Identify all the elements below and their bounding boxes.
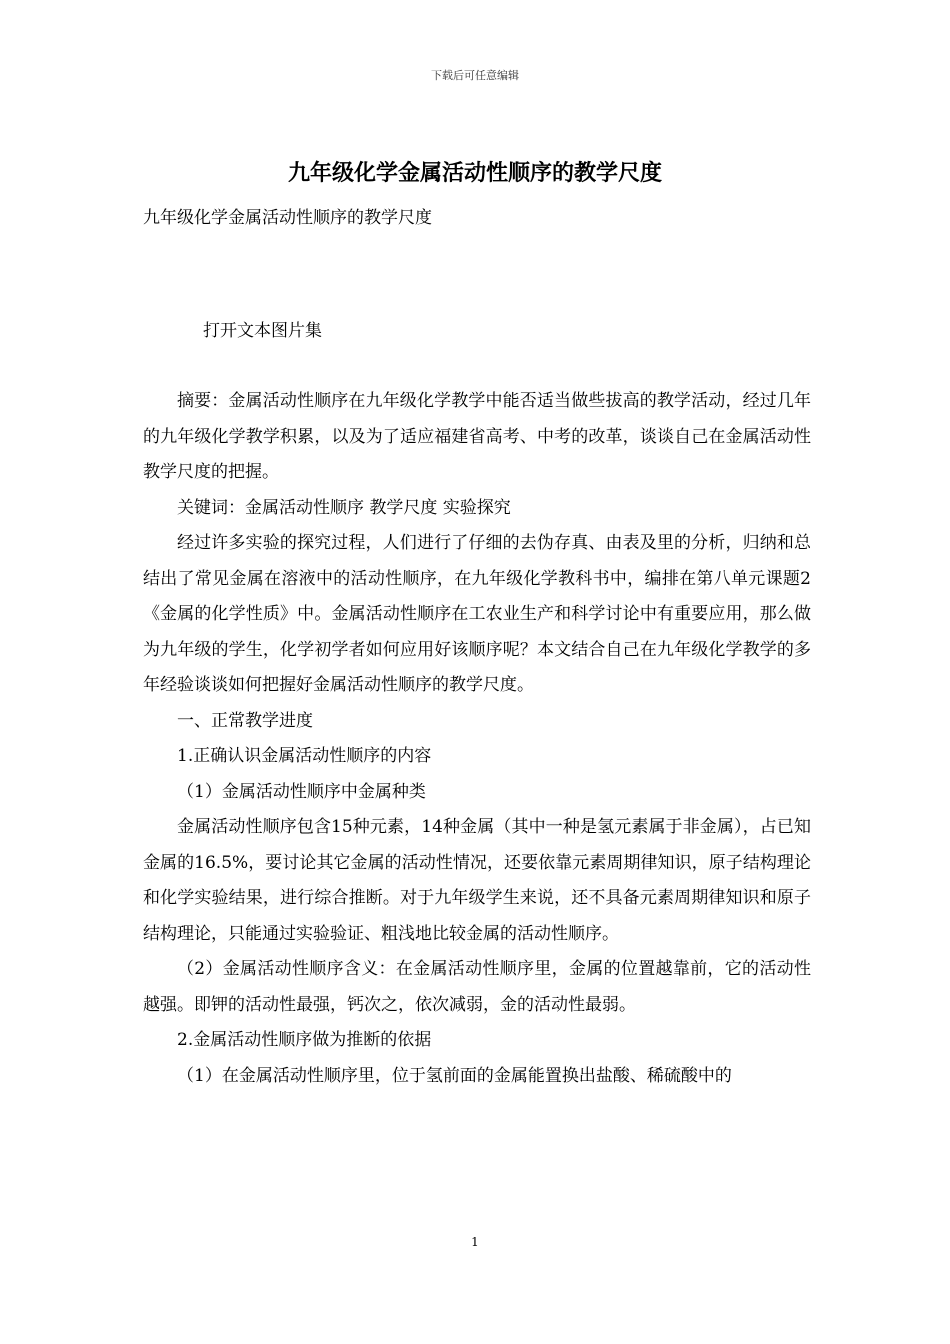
- abstract-paragraph: 摘要：金属活动性顺序在九年级化学教学中能否适当做些拔高的教学活动，经过几年的九年级化学教学积累，以及为了适应福建省高考、中考的改革，谈谈自己在金属活动性教学尺度的把握。: [143, 391, 811, 482]
- keywords-paragraph: 关键词：金属活动性顺序 教学尺度 实验探究: [177, 497, 511, 518]
- inference-paragraph: （1）在金属活动性顺序里，位于氢前面的金属能置换出盐酸、稀硫酸中的: [177, 1065, 732, 1086]
- open-image-gallery-link[interactable]: 打开文本图片集: [203, 321, 322, 341]
- page-number: 1: [471, 1235, 479, 1249]
- document-body: [143, 384, 811, 1094]
- document-title: 九年级化学金属活动性顺序的教学尺度: [287, 161, 662, 186]
- subsection-heading-1-1: 1.正确认识金属活动性顺序的内容: [177, 746, 432, 766]
- section-heading-1: 一、正常教学进度: [177, 710, 313, 731]
- order-meaning-paragraph: （2）金属活动性顺序含义：在金属活动性顺序里，金属的位置越靠前，它的活动性越强。即钾的活动性最强，钙次之，依次减弱，金的活动性最弱。: [143, 959, 811, 1015]
- metal-types-paragraph: 金属活动性顺序包含15种元素，14种金属（其中一种是氢元素属于非金属），占已知金属的16.5%，要讨论其它金属的活动性情况，还要依靠元素周期律知识，原子结构理论和化学实验结果，进行综合推断。对于九年级学生来说，还不具备元素周期律知识和原子结构理论，只能通过实验验证、粗浅地比较金属的活动性顺序。: [143, 817, 811, 944]
- subsection-heading-1-1-1: （1）金属活动性顺序中金属种类: [177, 781, 426, 802]
- document-subtitle: 九年级化学金属活动性顺序的教学尺度: [143, 208, 432, 228]
- subsection-heading-1-2: 2.金属活动性顺序做为推断的依据: [177, 1030, 432, 1050]
- page-header-note: 下载后可任意编辑: [431, 69, 519, 82]
- intro-paragraph: 经过许多实验的探究过程，人们进行了仔细的去伪存真、由表及里的分析，归纳和总结出了常见金属在溶液中的活动性顺序，在九年级化学教科书中，编排在第八单元课题2《金属的化学性质》中。金属活动性顺序在工农业生产和科学讨论中有重要应用，那么做为九年级的学生，化学初学者如何应用好该顺序呢？本文结合自己在九年级化学教学的多年经验谈谈如何把握好金属活动性顺序的教学尺度。: [143, 533, 811, 695]
